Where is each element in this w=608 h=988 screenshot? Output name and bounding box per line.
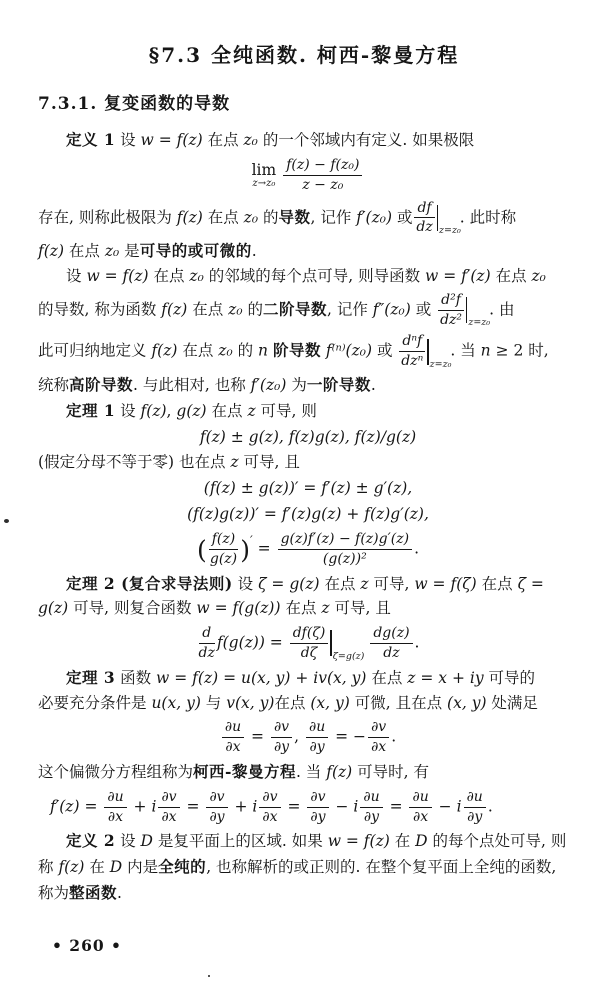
denominator: dz bbox=[416, 219, 433, 236]
text-run: ≥ 2 时, bbox=[490, 341, 549, 360]
text-run: w = f(g(z)) bbox=[196, 599, 281, 618]
text-run: 的邻域的每个点可导, 则导函数 bbox=[203, 266, 426, 285]
numerator: dg(z) bbox=[370, 625, 412, 644]
denominator: dz bbox=[383, 644, 400, 661]
text-run: w = f(z) = u(x, y) + iv(x, y) bbox=[156, 668, 367, 687]
text-run: (f(z)g(z))′ = f′(z)g(z) + f(z)g′(z), bbox=[187, 505, 429, 524]
numerator: ∂u bbox=[360, 789, 382, 808]
bold-term: 可导的或可微的 bbox=[139, 241, 252, 261]
text-run: . bbox=[487, 797, 493, 816]
text-run: = bbox=[282, 797, 306, 816]
text-line bbox=[38, 130, 578, 151]
text-line bbox=[38, 668, 578, 689]
text-run: 可导, 则复合函数 bbox=[68, 599, 197, 618]
text-run: 可导, 则 bbox=[255, 401, 317, 420]
numerator: f(z) bbox=[209, 531, 238, 550]
text-run: f(z) bbox=[58, 858, 85, 877]
text-run: = bbox=[252, 539, 276, 558]
evaluated-at bbox=[427, 339, 452, 370]
eval-subscript: z=z₀ bbox=[468, 317, 491, 329]
text-line bbox=[38, 694, 578, 714]
text-run: 这个偏微分方程组称为 bbox=[38, 763, 194, 782]
text-run: f(z) bbox=[326, 763, 353, 782]
text-line bbox=[38, 267, 578, 287]
text-run: u(x, y) bbox=[151, 693, 201, 712]
text-run: , 记作 bbox=[310, 207, 357, 226]
text-run: (x, y) bbox=[447, 693, 487, 712]
text-run: f′(z₀) bbox=[250, 375, 287, 394]
text-run: f(z) bbox=[161, 300, 188, 319]
text-run: 的 bbox=[242, 300, 263, 319]
page-body bbox=[38, 130, 578, 904]
eval-subscript: z=z₀ bbox=[439, 224, 461, 236]
text-line bbox=[38, 831, 578, 852]
text-run: 的 bbox=[232, 341, 259, 360]
fraction bbox=[462, 789, 488, 826]
bold-term: 导数 bbox=[278, 206, 311, 226]
text-run: v(x, y) bbox=[226, 693, 275, 712]
text-run: . bbox=[117, 884, 122, 903]
text-run: 在点 bbox=[202, 131, 244, 150]
bold-term: 柯西-黎曼方程 bbox=[193, 762, 296, 782]
text-line bbox=[38, 574, 578, 595]
numerator: df(ζ) bbox=[290, 625, 329, 644]
text-run: + i bbox=[128, 797, 157, 816]
text-run: 处满足 bbox=[486, 693, 538, 712]
text-run: (假定分母不等于零) 也在点 bbox=[38, 453, 231, 472]
text-run: + i bbox=[229, 797, 258, 816]
text-run: z₀ bbox=[228, 300, 243, 319]
text-run: . 当 bbox=[295, 763, 327, 782]
text-run: 在 bbox=[389, 832, 416, 851]
vertical-bar bbox=[427, 339, 428, 365]
formula-line bbox=[38, 789, 578, 826]
text-run: . bbox=[391, 727, 397, 746]
denominator: ∂x bbox=[161, 808, 177, 825]
text-run: . bbox=[370, 375, 376, 394]
text-run: 可导, bbox=[368, 574, 415, 593]
text-run: . 由 bbox=[489, 300, 515, 319]
fraction bbox=[368, 625, 414, 662]
text-run: 或 bbox=[372, 341, 398, 360]
text-run: (x, y) bbox=[310, 693, 350, 712]
text-run: 可导, 且 bbox=[329, 599, 391, 618]
text-run: 可微, 且在点 bbox=[349, 693, 448, 712]
text-run: f″(z₀) bbox=[372, 300, 411, 319]
text-run: 设 bbox=[232, 574, 259, 593]
text-run: z₀ bbox=[243, 207, 259, 226]
numerator: df bbox=[414, 200, 434, 219]
text-line bbox=[38, 883, 578, 904]
text-run: D bbox=[109, 858, 123, 877]
denominator: dzⁿ bbox=[401, 353, 424, 370]
text-run: 称 bbox=[38, 858, 59, 877]
text-run: = bbox=[384, 797, 408, 816]
text-run: . 此时称 bbox=[459, 207, 517, 226]
text-run: 设 bbox=[66, 266, 87, 285]
text-run: f(z) ± g(z), f(z)g(z), f(z)/g(z) bbox=[199, 427, 417, 446]
text-line bbox=[38, 599, 578, 619]
fraction bbox=[397, 333, 427, 370]
text-run: 的 bbox=[258, 207, 279, 226]
text-run: 在点 bbox=[187, 300, 229, 319]
section-title: §7.3 全纯函数. 柯西-黎曼方程 bbox=[148, 43, 460, 67]
text-run: 是 bbox=[119, 242, 140, 261]
evaluated-at bbox=[466, 297, 491, 329]
text-run: n bbox=[480, 341, 491, 360]
bold-term: 定理 1 bbox=[66, 400, 116, 420]
text-run: 的导数, 称为函数 bbox=[38, 300, 162, 319]
text-run: f(z) bbox=[38, 242, 64, 261]
text-line bbox=[38, 292, 578, 329]
denominator: z − z₀ bbox=[302, 176, 344, 193]
text-run: . 与此相对, 也称 bbox=[133, 375, 251, 394]
text-run: z bbox=[321, 599, 330, 618]
fraction bbox=[102, 789, 128, 826]
eval-subscript: ζ=g(z) bbox=[332, 650, 365, 662]
evaluated-at bbox=[330, 630, 365, 662]
formula-line bbox=[38, 625, 578, 662]
numerator: ∂v bbox=[158, 789, 179, 808]
text-line bbox=[38, 401, 578, 422]
denominator: ∂y bbox=[309, 739, 325, 756]
numerator: ∂v bbox=[206, 789, 227, 808]
denominator: ∂x bbox=[262, 808, 278, 825]
text-run: 或 bbox=[392, 207, 413, 226]
text-run: = bbox=[246, 727, 269, 746]
text-run: 设 bbox=[115, 832, 141, 851]
text-run: 为 bbox=[286, 375, 307, 394]
text-run: 在点 bbox=[490, 266, 532, 285]
numerator: ∂u bbox=[306, 719, 328, 738]
text-run: z₀ bbox=[104, 242, 120, 261]
text-line bbox=[38, 857, 578, 878]
text-run: − i bbox=[433, 797, 462, 816]
text-run: w = f(ζ) bbox=[414, 574, 477, 593]
formula-line bbox=[38, 157, 578, 194]
text-run: z bbox=[360, 574, 369, 593]
text-run: ζ = bbox=[517, 574, 544, 593]
text-run: − i bbox=[330, 797, 359, 816]
numerator: ∂v bbox=[271, 719, 292, 738]
denominator: (g(z))² bbox=[322, 550, 367, 567]
text-line bbox=[38, 375, 578, 396]
denominator: ∂y bbox=[209, 808, 225, 825]
formula-line bbox=[38, 719, 578, 756]
text-run: f′(z) = bbox=[50, 797, 103, 816]
text-run: f⁽ⁿ⁾(z₀) bbox=[325, 341, 373, 360]
vertical-bar bbox=[330, 630, 331, 656]
text-run: ) bbox=[240, 535, 250, 565]
text-run: 是复平面上的区域. 如果 bbox=[152, 832, 328, 851]
eval-subscript: z=z₀ bbox=[429, 358, 452, 370]
text-run: g(z) bbox=[176, 401, 207, 420]
text-run: 存在, 则称此极限为 bbox=[38, 207, 177, 226]
fraction bbox=[358, 789, 384, 826]
text-run: = − bbox=[330, 727, 367, 746]
text-run: g(z) bbox=[38, 599, 69, 618]
denominator: ∂x bbox=[413, 808, 429, 825]
numerator: f(z) − f(z₀) bbox=[283, 157, 362, 176]
bold-term: 定义 1 bbox=[66, 130, 116, 150]
text-run: . bbox=[251, 242, 257, 261]
text-run: 与 bbox=[200, 693, 227, 712]
text-run: 的一个邻域内有定义. 如果极限 bbox=[257, 131, 475, 150]
text-run: 在点 bbox=[476, 574, 518, 593]
denominator: ∂x bbox=[225, 739, 241, 756]
fraction bbox=[220, 719, 246, 756]
bold-term: 全纯的 bbox=[158, 857, 207, 877]
denominator: dz bbox=[198, 644, 215, 661]
vertical-bar bbox=[437, 205, 438, 231]
bold-term: 定义 2 bbox=[66, 831, 116, 851]
bold-term: 整函数 bbox=[69, 883, 118, 903]
text-run: f(z) bbox=[176, 207, 203, 226]
fraction bbox=[412, 200, 436, 237]
text-run: f(g(z)) = bbox=[216, 633, 288, 652]
bold-term: 高阶导数 bbox=[69, 374, 134, 394]
text-run: z₀ bbox=[531, 266, 546, 285]
text-run: z₀ bbox=[218, 341, 233, 360]
formula-line bbox=[38, 428, 578, 448]
scan-speck bbox=[4, 519, 9, 523]
numerator: ∂u bbox=[222, 719, 244, 738]
text-line bbox=[38, 333, 578, 370]
numerator: ∂v bbox=[259, 789, 280, 808]
text-run: . 当 bbox=[450, 341, 481, 360]
text-run: w = f(z) bbox=[327, 832, 390, 851]
text-run: , bbox=[166, 401, 177, 420]
text-run: 的每个点处可导, 则 bbox=[427, 832, 567, 851]
denominator: ∂x bbox=[371, 739, 387, 756]
denominator: g(z) bbox=[209, 550, 238, 567]
text-run: w = f′(z) bbox=[425, 266, 491, 285]
text-run: 在点 bbox=[366, 668, 408, 687]
text-run: 称为 bbox=[38, 884, 70, 903]
text-run: 可导时, 有 bbox=[352, 763, 430, 782]
text-run: z = x + iy bbox=[407, 668, 484, 687]
lim-word: lim bbox=[251, 160, 277, 179]
fraction bbox=[207, 531, 240, 568]
text-run: z bbox=[247, 401, 256, 420]
denominator: dz² bbox=[440, 311, 463, 328]
text-run: 设 bbox=[115, 131, 141, 150]
numerator: g(z)f′(z) − f(z)g′(z) bbox=[278, 531, 412, 550]
text-run: D bbox=[140, 832, 153, 851]
fraction bbox=[304, 719, 330, 756]
scan-speck bbox=[208, 975, 210, 977]
text-run: w = f(z) bbox=[140, 131, 203, 150]
text-run: ( bbox=[196, 535, 207, 565]
text-run: f(z) bbox=[151, 341, 178, 360]
numerator: ∂v bbox=[368, 719, 389, 738]
text-run: w = f(z) bbox=[86, 266, 149, 285]
numerator: d²f bbox=[438, 292, 464, 311]
text-line bbox=[38, 453, 578, 473]
denominator: dζ bbox=[300, 644, 318, 661]
formula-line bbox=[38, 505, 578, 525]
fraction bbox=[436, 292, 466, 329]
text-run: . bbox=[414, 633, 420, 652]
text-run: 在点 bbox=[280, 599, 322, 618]
text-run: z₀ bbox=[243, 131, 258, 150]
numerator: d bbox=[199, 625, 215, 644]
text-run: ′ bbox=[250, 533, 253, 548]
fraction bbox=[257, 789, 282, 826]
text-run: 此可归纳地定义 bbox=[38, 341, 152, 360]
text-run: 可导, 且 bbox=[238, 453, 300, 472]
text-run: 在点 bbox=[148, 266, 190, 285]
lim-subscript: z→z₀ bbox=[252, 177, 276, 189]
bold-term: 定理 3 bbox=[66, 667, 116, 687]
text-run: 统称 bbox=[38, 375, 70, 394]
text-run: 在点 bbox=[177, 341, 219, 360]
text-run: , 记作 bbox=[327, 300, 373, 319]
text-run: (f(z) ± g(z))′ = f′(z) ± g′(z), bbox=[203, 479, 413, 498]
text-run: 或 bbox=[410, 300, 437, 319]
text-line bbox=[38, 241, 578, 262]
text-run: f(z) bbox=[140, 401, 167, 420]
denominator: ∂y bbox=[467, 808, 483, 825]
text-run: z₀ bbox=[189, 266, 204, 285]
fraction bbox=[305, 789, 330, 826]
text-run: 在 bbox=[84, 858, 110, 877]
formula-line bbox=[38, 531, 578, 568]
fraction bbox=[156, 789, 181, 826]
page-number: • 260 • bbox=[52, 936, 122, 955]
limit-operator bbox=[252, 162, 277, 189]
text-run: 在点 bbox=[206, 401, 248, 420]
text-run: D bbox=[415, 832, 428, 851]
numerator: ∂u bbox=[104, 789, 126, 808]
text-run: n bbox=[258, 341, 269, 360]
text-run: 在点 bbox=[274, 693, 311, 712]
subsection-title: 7.3.1. 复变函数的导数 bbox=[38, 94, 231, 114]
text-run: ζ = g(z) bbox=[258, 574, 320, 593]
numerator: dⁿf bbox=[399, 333, 425, 352]
text-run: z bbox=[230, 453, 239, 472]
denominator: ∂y bbox=[273, 739, 290, 756]
text-run: 必要充分条件是 bbox=[38, 693, 152, 712]
text-line bbox=[38, 762, 578, 783]
denominator: ∂x bbox=[107, 808, 124, 825]
text-run: f′(z₀) bbox=[356, 207, 393, 226]
formula-line bbox=[38, 479, 578, 499]
fraction bbox=[281, 157, 364, 194]
text-run: 在点 bbox=[64, 242, 105, 261]
bold-term: 定理 2 (复合求导法则) bbox=[66, 573, 233, 593]
text-run: , bbox=[294, 727, 304, 746]
text-run: = bbox=[181, 797, 205, 816]
text-run: 内是 bbox=[122, 858, 159, 877]
text-run: 在点 bbox=[319, 574, 361, 593]
numerator: ∂v bbox=[307, 789, 328, 808]
denominator: ∂y bbox=[363, 808, 380, 825]
denominator: ∂y bbox=[310, 808, 326, 825]
bold-term: 二阶导数 bbox=[262, 299, 327, 319]
text-line bbox=[38, 200, 578, 237]
text-run: . bbox=[414, 539, 419, 558]
numerator: ∂u bbox=[409, 789, 431, 808]
text-run: 可导的 bbox=[483, 668, 536, 687]
text-run: , 也称解析的或正则的. 在整个复平面上全纯的函数, bbox=[206, 858, 557, 877]
fraction bbox=[269, 719, 294, 756]
bold-term: 一阶导数 bbox=[306, 374, 371, 394]
fraction bbox=[204, 789, 229, 826]
text-run: 设 bbox=[115, 401, 141, 420]
numerator: ∂u bbox=[464, 789, 486, 808]
text-run: 在点 bbox=[202, 207, 244, 226]
fraction bbox=[276, 531, 414, 568]
fraction bbox=[366, 719, 391, 756]
evaluated-at bbox=[437, 205, 461, 236]
text-run: 函数 bbox=[115, 668, 157, 687]
fraction bbox=[288, 625, 331, 662]
bold-term: 阶导数 bbox=[272, 340, 321, 360]
fraction bbox=[197, 625, 217, 662]
fraction bbox=[407, 789, 433, 826]
